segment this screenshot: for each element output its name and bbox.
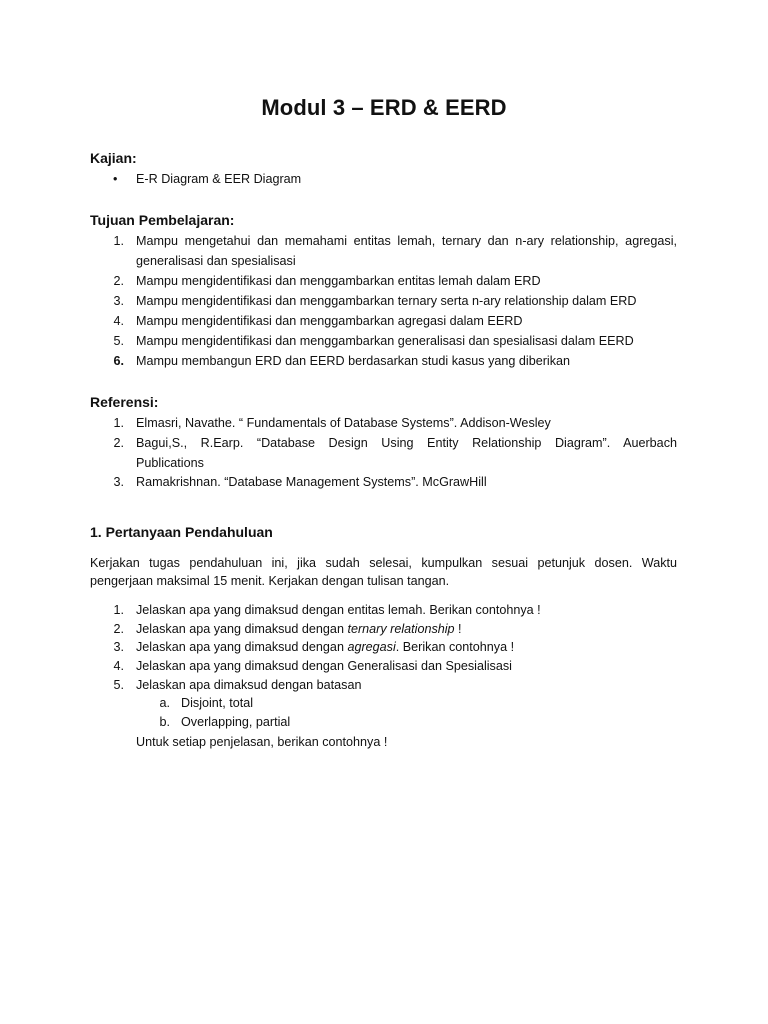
question-text: ! xyxy=(454,622,462,636)
tujuan-item: Mampu mengidentifikasi dan menggambarkan agregasi dalam EERD xyxy=(136,314,523,328)
referensi-item: Ramakrishnan. “Database Management Systems”. McGrawHill xyxy=(136,475,487,489)
question-item xyxy=(136,620,462,639)
question-text: Jelaskan apa yang dimaksud dengan xyxy=(136,622,348,636)
referensi-item: Bagui,S., R.Earp. “Database Design Using Entity Relationship Diagram”. Auerbach xyxy=(136,436,677,450)
section-heading: 1. Pertanyaan Pendahuluan xyxy=(90,524,273,540)
sub-item-letter: a. xyxy=(159,696,170,710)
tujuan-number: 3. xyxy=(113,294,124,308)
referensi-item: Elmasri, Navathe. “ Fundamentals of Database Systems”. Addison-Wesley xyxy=(136,416,551,430)
sub-item: Overlapping, partial xyxy=(181,715,291,729)
bullet-dot: • xyxy=(113,172,118,186)
tujuan-number: 2. xyxy=(113,274,124,288)
referensi-number: 1. xyxy=(113,416,124,430)
question-item: Jelaskan apa yang dimaksud dengan entitas lemah. Berikan contohnya ! xyxy=(136,603,541,617)
tujuan-item: Mampu mengidentifikasi dan menggambarkan entitas lemah dalam ERD xyxy=(136,274,541,288)
referensi-item-continuation: Publications xyxy=(136,456,204,470)
referensi-number: 2. xyxy=(113,436,124,450)
sub-item: Disjoint, total xyxy=(181,696,254,710)
tujuan-item: Mampu membangun ERD dan EERD berdasarkan studi kasus yang diberikan xyxy=(136,354,571,368)
kajian-heading: Kajian: xyxy=(90,150,137,166)
question-text: Jelaskan apa yang dimaksud dengan xyxy=(136,640,348,654)
tujuan-item-continuation: generalisasi dan spesialisasi xyxy=(136,254,296,268)
question-emphasis: agregasi xyxy=(347,640,396,654)
question-number: 3. xyxy=(113,640,124,654)
tujuan-item: Mampu mengidentifikasi dan menggambarkan generalisasi dan spesialisasi dalam EERD xyxy=(136,334,634,348)
intro-paragraph-line: Kerjakan tugas pendahuluan ini, jika sudah selesai, kumpulkan sesuai petunjuk dosen. Waktu xyxy=(90,556,677,570)
kajian-item: E-R Diagram & EER Diagram xyxy=(136,172,302,186)
question-item: Jelaskan apa dimaksud dengan batasan xyxy=(136,678,362,692)
tujuan-item: Mampu mengidentifikasi dan menggambarkan ternary serta n-ary relationship dalam ERD xyxy=(136,294,637,308)
question-number: 2. xyxy=(113,622,124,636)
referensi-heading: Referensi: xyxy=(90,394,159,410)
tujuan-number: 4. xyxy=(113,314,124,328)
page-title: Modul 3 – ERD & EERD xyxy=(261,95,507,120)
question-text: . Berikan contohnya ! xyxy=(395,640,515,654)
intro-paragraph-line: pengerjaan maksimal 15 menit. Kerjakan dengan tulisan tangan. xyxy=(90,574,450,588)
tujuan-item: Mampu mengetahui dan memahami entitas lemah, ternary dan n-ary relationship, agregasi, xyxy=(136,234,677,248)
question-number: 4. xyxy=(113,659,124,673)
referensi-number: 3. xyxy=(113,475,124,489)
sub-item-letter: b. xyxy=(159,715,170,729)
tujuan-number: 5. xyxy=(113,334,124,348)
tujuan-heading: Tujuan Pembelajaran: xyxy=(90,212,235,228)
question-number: 5. xyxy=(113,678,124,692)
tujuan-number: 6. xyxy=(113,354,124,368)
question-item: Jelaskan apa yang dimaksud dengan Generalisasi dan Spesialisasi xyxy=(136,659,512,673)
question-emphasis: ternary relationship xyxy=(347,622,455,636)
question-item xyxy=(136,638,514,657)
closing-instruction: Untuk setiap penjelasan, berikan contohnya ! xyxy=(136,735,388,749)
question-number: 1. xyxy=(113,603,124,617)
tujuan-number: 1. xyxy=(113,234,124,248)
